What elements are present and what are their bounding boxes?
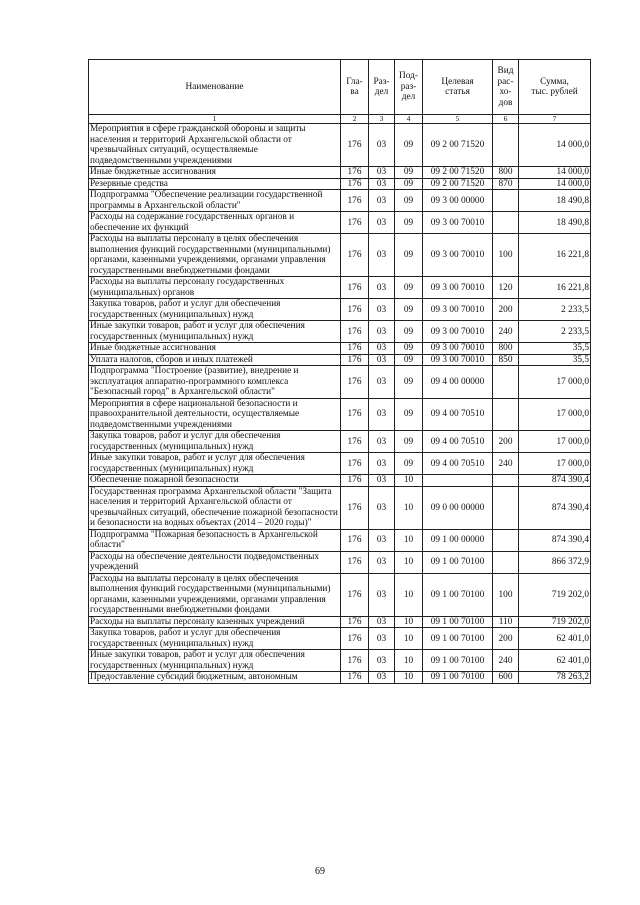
table-row bbox=[89, 453, 591, 475]
header-razdel: Раз- дел bbox=[369, 60, 395, 115]
row-razdel: 03 bbox=[369, 398, 395, 431]
row-sum: 17 000,0 bbox=[519, 366, 591, 399]
row-target: 09 3 00 70010 bbox=[423, 277, 493, 299]
table-row bbox=[89, 167, 591, 179]
row-target: 09 1 00 00000 bbox=[423, 529, 493, 551]
table-row bbox=[89, 299, 591, 321]
row-sum: 2 233,5 bbox=[519, 299, 591, 321]
row-podrazdel: 09 bbox=[395, 124, 423, 167]
row-podrazdel: 09 bbox=[395, 299, 423, 321]
row-name: Расходы на выплаты персоналу в целях обеспечения выполнения функций государственными (муниципальными) органами, казенными учреждениями, органами управления государственными внебюджетными фондами bbox=[89, 573, 341, 616]
budget-table bbox=[88, 59, 591, 684]
header-vid: Вид рас- хо- дов bbox=[493, 60, 519, 115]
row-target: 09 2 00 71520 bbox=[423, 124, 493, 167]
row-target: 09 3 00 70010 bbox=[423, 299, 493, 321]
row-vid bbox=[493, 551, 519, 573]
row-vid: 100 bbox=[493, 573, 519, 616]
row-vid bbox=[493, 398, 519, 431]
table-row bbox=[89, 277, 591, 299]
row-razdel: 03 bbox=[369, 354, 395, 366]
row-vid bbox=[493, 212, 519, 234]
row-vid bbox=[493, 124, 519, 167]
row-vid bbox=[493, 190, 519, 212]
row-glava: 176 bbox=[341, 431, 369, 453]
table-row bbox=[89, 573, 591, 616]
header-glava: Гла- ва bbox=[341, 60, 369, 115]
row-glava: 176 bbox=[341, 398, 369, 431]
row-glava: 176 bbox=[341, 178, 369, 190]
row-target: 09 3 00 70010 bbox=[423, 321, 493, 343]
row-vid: 600 bbox=[493, 672, 519, 684]
row-razdel: 03 bbox=[369, 321, 395, 343]
row-target bbox=[423, 475, 493, 487]
table-row bbox=[89, 178, 591, 190]
row-glava: 176 bbox=[341, 366, 369, 399]
row-vid: 200 bbox=[493, 299, 519, 321]
row-sum: 78 263,2 bbox=[519, 672, 591, 684]
row-vid: 120 bbox=[493, 277, 519, 299]
row-vid: 800 bbox=[493, 343, 519, 355]
row-name: Расходы на обеспечение деятельности подведомственных учреждений bbox=[89, 551, 341, 573]
row-glava: 176 bbox=[341, 321, 369, 343]
table-body bbox=[89, 124, 591, 684]
row-razdel: 03 bbox=[369, 650, 395, 672]
row-name: Расходы на выплаты персоналу казенных учреждений bbox=[89, 616, 341, 628]
row-target: 09 3 00 70010 bbox=[423, 354, 493, 366]
table-row bbox=[89, 190, 591, 212]
row-sum: 719 202,0 bbox=[519, 573, 591, 616]
row-sum: 14 000,0 bbox=[519, 178, 591, 190]
row-podrazdel: 10 bbox=[395, 573, 423, 616]
column-number: 7 bbox=[519, 115, 591, 124]
row-glava: 176 bbox=[341, 167, 369, 179]
row-razdel: 03 bbox=[369, 431, 395, 453]
table-row bbox=[89, 343, 591, 355]
row-podrazdel: 09 bbox=[395, 234, 423, 277]
row-razdel: 03 bbox=[369, 453, 395, 475]
row-name: Иные закупки товаров, работ и услуг для обеспечения государственных (муниципальных) нужд bbox=[89, 321, 341, 343]
row-glava: 176 bbox=[341, 573, 369, 616]
row-razdel: 03 bbox=[369, 486, 395, 529]
row-vid: 870 bbox=[493, 178, 519, 190]
row-name: Закупка товаров, работ и услуг для обеспечения государственных (муниципальных) нужд bbox=[89, 431, 341, 453]
row-target: 09 1 00 70100 bbox=[423, 672, 493, 684]
table-row bbox=[89, 398, 591, 431]
row-sum: 874 390,4 bbox=[519, 529, 591, 551]
row-razdel: 03 bbox=[369, 366, 395, 399]
row-glava: 176 bbox=[341, 343, 369, 355]
row-target: 09 3 00 70010 bbox=[423, 234, 493, 277]
row-podrazdel: 10 bbox=[395, 551, 423, 573]
row-target: 09 2 00 71520 bbox=[423, 178, 493, 190]
header-sum: Сумма, тыс. рублей bbox=[519, 60, 591, 115]
row-sum: 874 390,4 bbox=[519, 486, 591, 529]
row-razdel: 03 bbox=[369, 672, 395, 684]
column-number: 4 bbox=[395, 115, 423, 124]
row-podrazdel: 09 bbox=[395, 277, 423, 299]
row-name: Иные бюджетные ассигнования bbox=[89, 343, 341, 355]
row-vid bbox=[493, 529, 519, 551]
row-glava: 176 bbox=[341, 354, 369, 366]
column-number: 3 bbox=[369, 115, 395, 124]
row-glava: 176 bbox=[341, 212, 369, 234]
row-sum: 14 000,0 bbox=[519, 167, 591, 179]
row-glava: 176 bbox=[341, 475, 369, 487]
row-podrazdel: 09 bbox=[395, 212, 423, 234]
column-number: 2 bbox=[341, 115, 369, 124]
table-row bbox=[89, 650, 591, 672]
row-razdel: 03 bbox=[369, 212, 395, 234]
column-number-row bbox=[89, 115, 591, 124]
row-name: Подпрограмма "Обеспечение реализации государственной программы в Архангельской области" bbox=[89, 190, 341, 212]
row-target: 09 4 00 70510 bbox=[423, 398, 493, 431]
column-number: 1 bbox=[89, 115, 341, 124]
row-sum: 866 372,9 bbox=[519, 551, 591, 573]
row-target: 09 3 00 70010 bbox=[423, 343, 493, 355]
row-glava: 176 bbox=[341, 234, 369, 277]
row-name: Государственная программа Архангельской области "Защита населения и территорий Архангельской области от чрезвычайных ситуаций, обеспечение пожарной безопасности и безопасности на водных объектах (2014 – 2020 годы)" bbox=[89, 486, 341, 529]
table-row bbox=[89, 354, 591, 366]
row-name: Иные закупки товаров, работ и услуг для обеспечения государственных (муниципальных) нужд bbox=[89, 453, 341, 475]
row-podrazdel: 09 bbox=[395, 178, 423, 190]
row-target: 09 1 00 70100 bbox=[423, 628, 493, 650]
row-razdel: 03 bbox=[369, 529, 395, 551]
row-vid: 800 bbox=[493, 167, 519, 179]
row-name: Подпрограмма "Построение (развитие), внедрение и эксплуатация аппаратно-программного комплекса "Безопасный город" в Архангельской области" bbox=[89, 366, 341, 399]
table-row bbox=[89, 672, 591, 684]
row-sum: 17 000,0 bbox=[519, 398, 591, 431]
row-glava: 176 bbox=[341, 628, 369, 650]
row-glava: 176 bbox=[341, 190, 369, 212]
row-target: 09 2 00 71520 bbox=[423, 167, 493, 179]
row-target: 09 4 00 00000 bbox=[423, 366, 493, 399]
row-podrazdel: 10 bbox=[395, 475, 423, 487]
table-row bbox=[89, 486, 591, 529]
row-podrazdel: 09 bbox=[395, 321, 423, 343]
row-name: Резервные средства bbox=[89, 178, 341, 190]
row-sum: 16 221,8 bbox=[519, 277, 591, 299]
row-razdel: 03 bbox=[369, 167, 395, 179]
row-vid: 200 bbox=[493, 628, 519, 650]
row-target: 09 3 00 70010 bbox=[423, 212, 493, 234]
row-name: Закупка товаров, работ и услуг для обеспечения государственных (муниципальных) нужд bbox=[89, 299, 341, 321]
column-number: 6 bbox=[493, 115, 519, 124]
row-sum: 16 221,8 bbox=[519, 234, 591, 277]
row-name: Мероприятия в сфере национальной безопасности и правоохранительной деятельности, осуществляемые подведомственными учреждениями bbox=[89, 398, 341, 431]
row-glava: 176 bbox=[341, 453, 369, 475]
row-glava: 176 bbox=[341, 616, 369, 628]
row-podrazdel: 10 bbox=[395, 628, 423, 650]
row-target: 09 1 00 70100 bbox=[423, 573, 493, 616]
row-podrazdel: 09 bbox=[395, 354, 423, 366]
row-sum: 2 233,5 bbox=[519, 321, 591, 343]
row-razdel: 03 bbox=[369, 234, 395, 277]
row-target: 09 3 00 00000 bbox=[423, 190, 493, 212]
row-vid: 100 bbox=[493, 234, 519, 277]
table-row bbox=[89, 212, 591, 234]
row-glava: 176 bbox=[341, 277, 369, 299]
row-sum: 62 401,0 bbox=[519, 650, 591, 672]
row-vid: 200 bbox=[493, 431, 519, 453]
row-target: 09 1 00 70100 bbox=[423, 551, 493, 573]
row-sum: 719 202,0 bbox=[519, 616, 591, 628]
row-razdel: 03 bbox=[369, 475, 395, 487]
header-target: Целевая статья bbox=[423, 60, 493, 115]
row-vid: 240 bbox=[493, 453, 519, 475]
row-sum: 35,5 bbox=[519, 354, 591, 366]
row-vid: 240 bbox=[493, 650, 519, 672]
row-sum: 17 000,0 bbox=[519, 453, 591, 475]
row-target: 09 0 00 00000 bbox=[423, 486, 493, 529]
row-name: Расходы на выплаты персоналу в целях обеспечения выполнения функций государственными (муниципальными) органами, казенными учреждениями, органами управления государственными внебюджетными фондами bbox=[89, 234, 341, 277]
table-row bbox=[89, 475, 591, 487]
row-vid: 110 bbox=[493, 616, 519, 628]
row-target: 09 1 00 70100 bbox=[423, 616, 493, 628]
row-podrazdel: 09 bbox=[395, 398, 423, 431]
row-name: Иные закупки товаров, работ и услуг для обеспечения государственных (муниципальных) нужд bbox=[89, 650, 341, 672]
row-razdel: 03 bbox=[369, 277, 395, 299]
row-glava: 176 bbox=[341, 299, 369, 321]
header-name: Наименование bbox=[89, 60, 341, 115]
row-razdel: 03 bbox=[369, 190, 395, 212]
row-glava: 176 bbox=[341, 486, 369, 529]
row-glava: 176 bbox=[341, 529, 369, 551]
page-number: 69 bbox=[315, 866, 325, 877]
row-sum: 874 390,4 bbox=[519, 475, 591, 487]
row-name: Расходы на содержание государственных органов и обеспечение их функций bbox=[89, 212, 341, 234]
row-podrazdel: 09 bbox=[395, 343, 423, 355]
row-podrazdel: 10 bbox=[395, 672, 423, 684]
row-podrazdel: 09 bbox=[395, 453, 423, 475]
table-row bbox=[89, 321, 591, 343]
row-sum: 62 401,0 bbox=[519, 628, 591, 650]
header-podrazdel: Под- раз- дел bbox=[395, 60, 423, 115]
row-podrazdel: 09 bbox=[395, 366, 423, 399]
table-row bbox=[89, 628, 591, 650]
row-podrazdel: 10 bbox=[395, 616, 423, 628]
row-glava: 176 bbox=[341, 551, 369, 573]
row-name: Закупка товаров, работ и услуг для обеспечения государственных (муниципальных) нужд bbox=[89, 628, 341, 650]
row-razdel: 03 bbox=[369, 178, 395, 190]
row-vid bbox=[493, 475, 519, 487]
row-podrazdel: 09 bbox=[395, 167, 423, 179]
row-vid bbox=[493, 366, 519, 399]
row-name: Расходы на выплаты персоналу государственных (муниципальных) органов bbox=[89, 277, 341, 299]
row-name: Мероприятия в сфере гражданской обороны и защиты населения и территорий Архангельской области от чрезвычайных ситуаций, осуществляемые подведомственными учреждениями bbox=[89, 124, 341, 167]
row-vid bbox=[493, 486, 519, 529]
row-sum: 18 490,8 bbox=[519, 212, 591, 234]
row-name: Предоставление субсидий бюджетным, автономным bbox=[89, 672, 341, 684]
table-row bbox=[89, 234, 591, 277]
row-razdel: 03 bbox=[369, 299, 395, 321]
row-razdel: 03 bbox=[369, 124, 395, 167]
row-razdel: 03 bbox=[369, 343, 395, 355]
row-target: 09 4 00 70510 bbox=[423, 453, 493, 475]
row-podrazdel: 10 bbox=[395, 650, 423, 672]
row-glava: 176 bbox=[341, 650, 369, 672]
table-row bbox=[89, 431, 591, 453]
row-name: Обеспечение пожарной безопасности bbox=[89, 475, 341, 487]
row-glava: 176 bbox=[341, 672, 369, 684]
table-row bbox=[89, 529, 591, 551]
table-header-row bbox=[89, 60, 591, 115]
row-sum: 18 490,8 bbox=[519, 190, 591, 212]
row-vid: 240 bbox=[493, 321, 519, 343]
column-number: 5 bbox=[423, 115, 493, 124]
row-razdel: 03 bbox=[369, 616, 395, 628]
row-name: Иные бюджетные ассигнования bbox=[89, 167, 341, 179]
row-podrazdel: 09 bbox=[395, 190, 423, 212]
row-target: 09 1 00 70100 bbox=[423, 650, 493, 672]
row-razdel: 03 bbox=[369, 573, 395, 616]
row-razdel: 03 bbox=[369, 551, 395, 573]
table-row bbox=[89, 366, 591, 399]
row-razdel: 03 bbox=[369, 628, 395, 650]
row-name: Подпрограмма "Пожарная безопасность в Архангельской области" bbox=[89, 529, 341, 551]
row-glava: 176 bbox=[341, 124, 369, 167]
row-name: Уплата налогов, сборов и иных платежей bbox=[89, 354, 341, 366]
row-sum: 35,5 bbox=[519, 343, 591, 355]
table-row bbox=[89, 124, 591, 167]
row-target: 09 4 00 70510 bbox=[423, 431, 493, 453]
table-row bbox=[89, 616, 591, 628]
table-row bbox=[89, 551, 591, 573]
row-podrazdel: 10 bbox=[395, 529, 423, 551]
row-vid: 850 bbox=[493, 354, 519, 366]
row-sum: 14 000,0 bbox=[519, 124, 591, 167]
row-sum: 17 000,0 bbox=[519, 431, 591, 453]
row-podrazdel: 09 bbox=[395, 431, 423, 453]
row-podrazdel: 10 bbox=[395, 486, 423, 529]
